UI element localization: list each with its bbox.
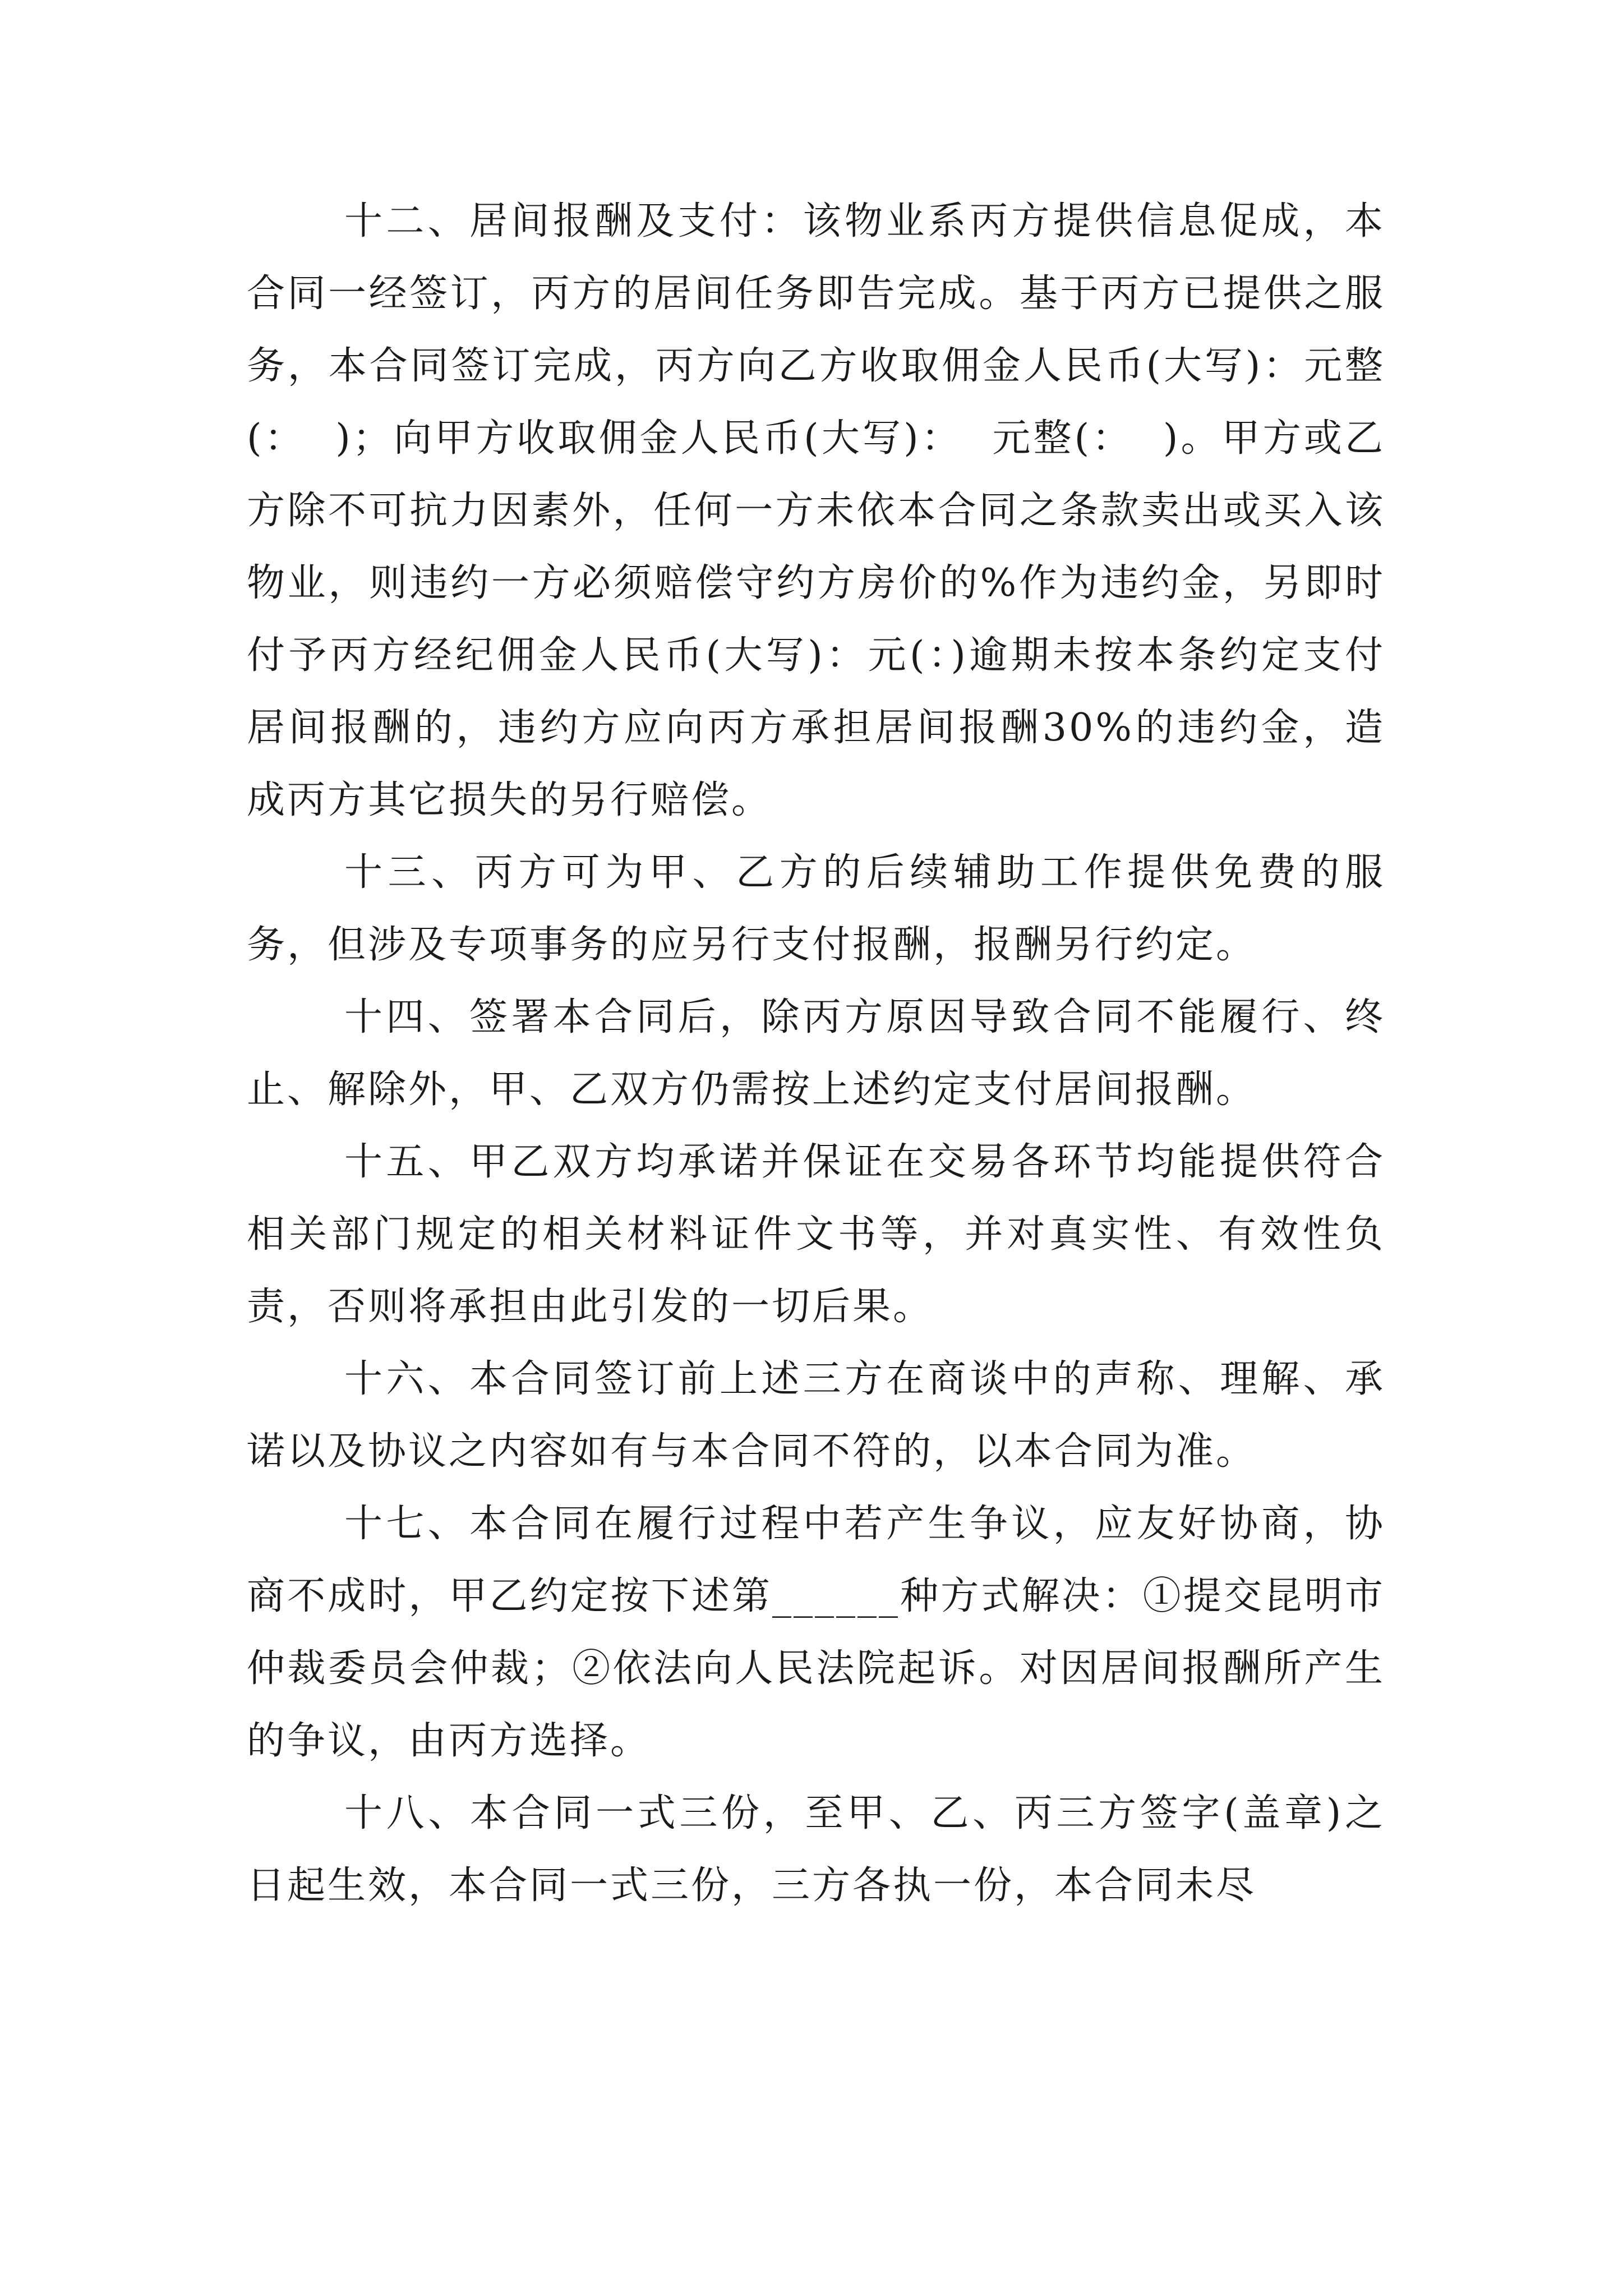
- clause-15-paragraph: 十五、甲乙双方均承诺并保证在交易各环节均能提供符合相关部门规定的相关材料证件文书等，并对真实性、有效性负责，否则将承担由此引发的一切后果。: [247, 1140, 1385, 1329]
- clause-13-paragraph: 十三、丙方可为甲、乙方的后续辅助工作提供免费的服务，但涉及专项事务的应另行支付报酬，报酬另行约定。: [247, 850, 1385, 967]
- clause-16-paragraph: 十六、本合同签订前上述三方在商谈中的声称、理解、承诺以及协议之内容如有与本合同不符的，以本合同为准。: [247, 1357, 1385, 1474]
- clause-14-paragraph: 十四、签署本合同后，除丙方原因导致合同不能履行、终止、解除外，甲、乙双方仍需按上述约定支付居间报酬。: [247, 995, 1385, 1112]
- document-page: [247, 185, 1385, 1922]
- clause-18-paragraph: 十八、本合同一式三份，至甲、乙、丙三方签字(盖章)之日起生效，本合同一式三份，三方各执一份，本合同未尽: [247, 1791, 1385, 1908]
- clause-17-paragraph: 十七、本合同在履行过程中若产生争议，应友好协商，协商不成时，甲乙约定按下述第______种方式解决：①提交昆明市仲裁委员会仲裁；②依法向人民法院起诉。对因居间报酬所产生的争议，由丙方选择。: [247, 1502, 1385, 1763]
- clause-12-paragraph: 十二、居间报酬及支付：该物业系丙方提供信息促成，本合同一经签订，丙方的居间任务即告完成。基于丙方已提供之服务，本合同签订完成，丙方向乙方收取佣金人民币(大写)：元整(： )；向甲方收取佣金人民币(大写)： 元整(： )。甲方或乙方除不可抗力因素外，任何一方未依本合同之条款卖出或买入该物业，则违约一方必须赔偿守约方房价的%作为违约金，另即时付予丙方经纪佣金人民币(大写)：元(：)逾期未按本条约定支付居间报酬的，违约方应向丙方承担居间报酬30%的违约金，造成丙方其它损失的另行赔偿。: [247, 199, 1385, 822]
